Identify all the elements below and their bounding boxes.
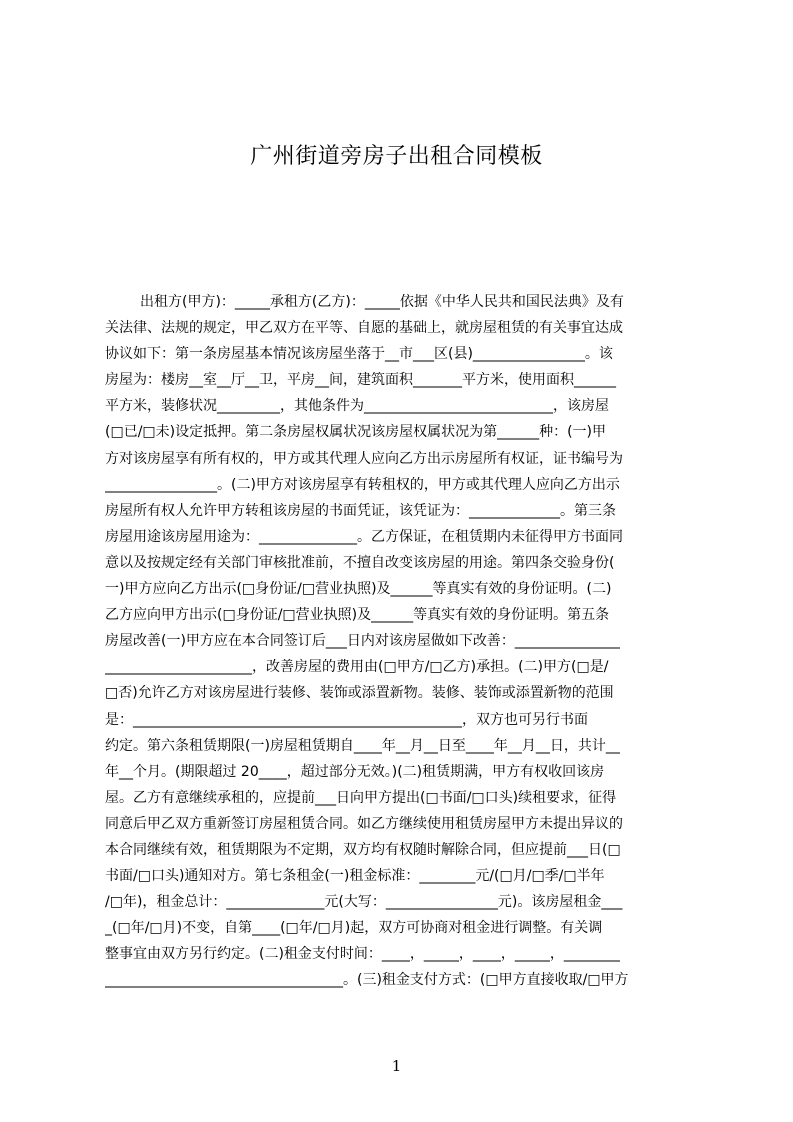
text-line: 本合同继续有效，租赁期限为不定期，双方均有权随时解除合同，但应提前___日(□ [105, 841, 621, 858]
text-line: 年__个月。(期限超过 20____，超过部分无效。)(二)租赁期满，甲方有权收回该房 [105, 763, 605, 780]
text-line: 房屋所有权人允许甲方转租该房屋的书面凭证，该凭证为：_____________。第三条 [105, 502, 616, 519]
text-line: 是：_______________________________________________，双方也可另行书面 [105, 711, 588, 728]
text-line: 同意后甲乙双方重新签订房屋租赁合同。如乙方继续使用租赁房屋甲方未提出异议的 [105, 815, 623, 832]
text-line: □否)允许乙方对该房屋进行装修、装饰或添置新物。装修、装饰或添置新物的范围 [105, 685, 614, 702]
text-line: 方对该房屋享有所有权的，甲方或其代理人应向乙方出示房屋所有权证，证书编号为 [105, 450, 623, 467]
text-line: 书面/□口头)通知对方。第七条租金(一)租金标准：________元/(□月/□季/□半年 [105, 868, 605, 885]
text-line: 一)甲方应向乙方出示(□身份证/□营业执照)及______等真实有效的身份证明。(二) [105, 581, 612, 598]
text-line: 关法律、法规的规定，甲乙双方在平等、自愿的基础上，就房屋租赁的有关事宜达成 [105, 320, 623, 337]
text-line: 整事宜由双方另行约定。(二)租金支付时间：____，_____，____，_____，________ [105, 946, 620, 963]
text-line: _(□年/□月)不变，自第____(□年/□月)起，双方可协商对租金进行调整。有关调 [105, 920, 603, 937]
text-line: 房屋用途该房屋用途为：______________。乙方保证，在租赁期内未征得甲方书面同 [105, 528, 623, 545]
text-line: ________________。(二)甲方对该房屋享有转租权的，甲方或其代理人应向乙方出示 [105, 476, 620, 493]
text-line: 意以及按规定经有关部门审核批准前，不擅自改变该房屋的用途。第四条交验身份( [105, 554, 615, 571]
page-number: 1 [391, 1057, 402, 1075]
text-line: /□年)，租金总计：______________元(大写：________________元)。该房屋租金___ [105, 894, 623, 911]
contract-body [105, 289, 699, 1024]
text-line: 出租方(甲方)：_____承租方(乙方)：_____依据《中华人民共和国民法典》及有 [140, 294, 624, 310]
text-line: 平方米，装修状况_________，其他条件为___________________________，该房屋 [105, 398, 609, 415]
text-line: 房屋改善(一)甲方应在本合同签订后___日内对该房屋做如下改善：_______________ [105, 633, 620, 650]
text-line: _____________________，改善房屋的费用由(□甲方/□乙方)承担。(二)甲方(□是/ [105, 659, 609, 676]
text-line: (□已/□未)设定抵押。第二条房屋权属状况该房屋权属状况为第______种：(一)甲 [105, 424, 607, 441]
text-line: 屋。乙方有意继续承租的，应提前___日向甲方提出(□书面/□口头)续租要求，征得 [105, 789, 617, 806]
text-line: 约定。第六条租赁期限(一)房屋租赁期自____年__月__日至____年__月__日，共计__ [105, 737, 620, 754]
text-line: __________________________________。(三)租金支付方式：(□甲方直接收取/□甲方 [105, 972, 629, 989]
text-line: 乙方应向甲方出示(□身份证/□营业执照)及______等真实有效的身份证明。第五条 [105, 607, 610, 624]
document-title: 广州街道旁房子出租合同模板 [250, 144, 543, 169]
text-line: 协议如下：第一条房屋基本情况该房屋坐落于__市___区(县)________________。该 [105, 346, 613, 363]
text-line: 房屋为：楼房__室__厅__卫，平房__间，建筑面积_______平方米，使用面积______ [105, 372, 616, 389]
